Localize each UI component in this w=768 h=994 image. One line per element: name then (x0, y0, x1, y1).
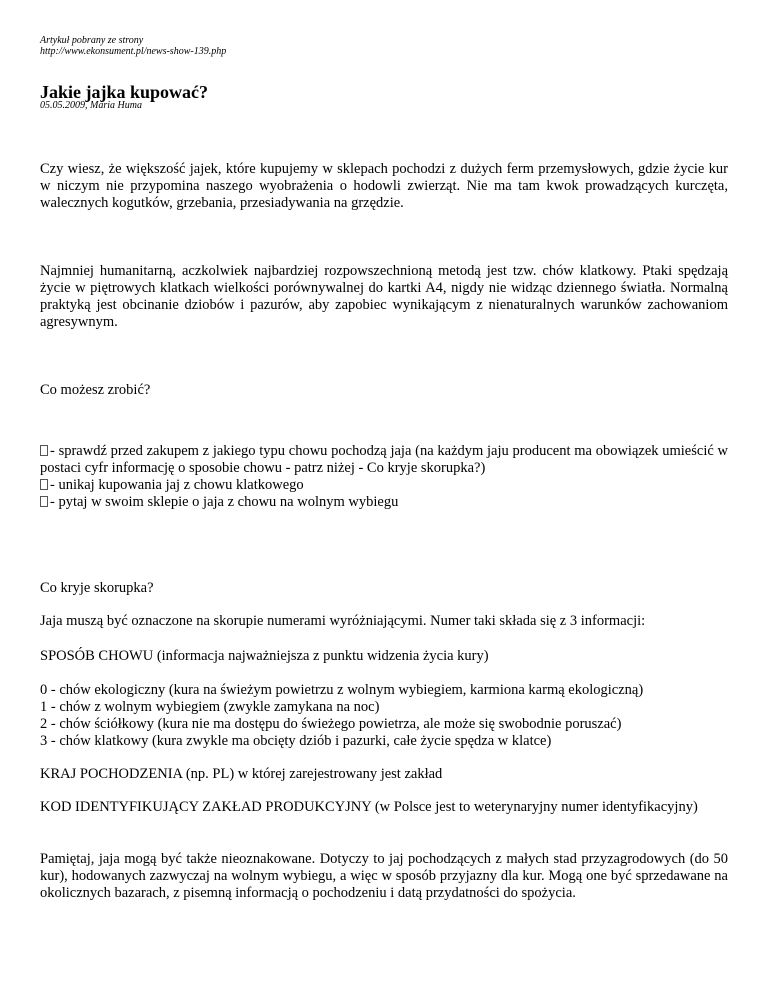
method-item: 3 - chów klatkowy (kura zwykle ma obcięty dziób i pazurki, całe życie spędza w klatce) (40, 733, 552, 749)
method-item: 0 - chów ekologiczny (kura na świeżym powietrzu z wolnym wybiegiem, karmiona karmą ekologiczną) (40, 682, 644, 698)
tip-text: - pytaj w swoim sklepie o jaja z chowu na wolnym wybiegu (50, 494, 399, 510)
tip-item (40, 494, 728, 511)
source-note (40, 35, 226, 57)
what-can-you-do-heading: Co możesz zrobić? (40, 382, 151, 398)
shell-heading: Co kryje skorupka? (40, 580, 154, 596)
source-label: Artykuł pobrany ze strony (40, 35, 144, 46)
method-heading: SPOSÓB CHOWU (informacja najważniejsza z punktu widzenia życia kury) (40, 648, 489, 664)
article-title: Jakie jajka kupować? (40, 82, 209, 102)
tips-list (40, 443, 728, 511)
bullet-box-icon (40, 479, 48, 490)
country-heading: KRAJ POCHODZENIA (np. PL) w której zarejestrowany jest zakład (40, 766, 443, 782)
tip-text: - sprawdź przed zakupem z jakiego typu chowu pochodzą jaja (na każdym jaju producent ma obowiązek umieścić w postaci cyfr informację o sposobie chowu - patrz niżej - Co kryje skorupka?) (40, 443, 728, 476)
tip-item (40, 443, 728, 477)
bullet-box-icon (40, 496, 48, 507)
tip-item (40, 477, 728, 494)
tip-text: - unikaj kupowania jaj z chowu klatkowego (50, 477, 304, 493)
article-byline: 05.05.2009, Maria Huma (40, 100, 142, 111)
bullet-box-icon (40, 445, 48, 456)
code-heading: KOD IDENTYFIKUJĄCY ZAKŁAD PRODUKCYJNY (w Polsce jest to weterynaryjny numer identyfikacyjny) (40, 799, 698, 815)
methods-list (40, 682, 728, 750)
intro-paragraph: Czy wiesz, że większość jajek, które kupujemy w sklepach pochodzi z dużych ferm przemysłowych, gdzie życie kur w niczym nie przypomina naszego wyobrażenia o hodowli zwierząt. Nie ma tam kwok prowadzących kurczęta, walecznych kogutków, grzebania, przesiadywania na grzędzie. (40, 161, 728, 211)
closing-paragraph: Pamiętaj, jaja mogą być także nieoznakowane. Dotyczy to jaj pochodzących z małych stad przyzagrodowych (do 50 kur), hodowanych zazwyczaj na wolnym wybiegu, a więc w sposób przyjazny dla kur. Mogą one być sprzedawane na okolicznych bazarach, z pisemną informacją o pochodzeniu i datą przydatności do spożycia. (40, 851, 728, 901)
source-url: http://www.ekonsument.pl/news-show-139.php (40, 46, 227, 57)
cage-farming-paragraph: Najmniej humanitarną, aczkolwiek najbardziej rozpowszechnioną metodą jest tzw. chów klatkowy. Ptaki spędzają życie w piętrowych klatkach wielkości porównywalnej do kartki A4, nigdy nie widząc dziennego światła. Normalną praktyką jest obcinanie dziobów i pazurów, aby zapobiec wynikającym z nienaturalnych warunków zachowaniom agresywnym. (40, 263, 728, 330)
shell-intro: Jaja muszą być oznaczone na skorupie numerami wyróżniającymi. Numer taki składa się z 3 informacji: (40, 613, 646, 629)
method-item: 2 - chów ściółkowy (kura nie ma dostępu do świeżego powietrza, ale może się swobodnie poruszać) (40, 716, 622, 732)
method-item: 1 - chów z wolnym wybiegiem (zwykle zamykana na noc) (40, 699, 380, 715)
